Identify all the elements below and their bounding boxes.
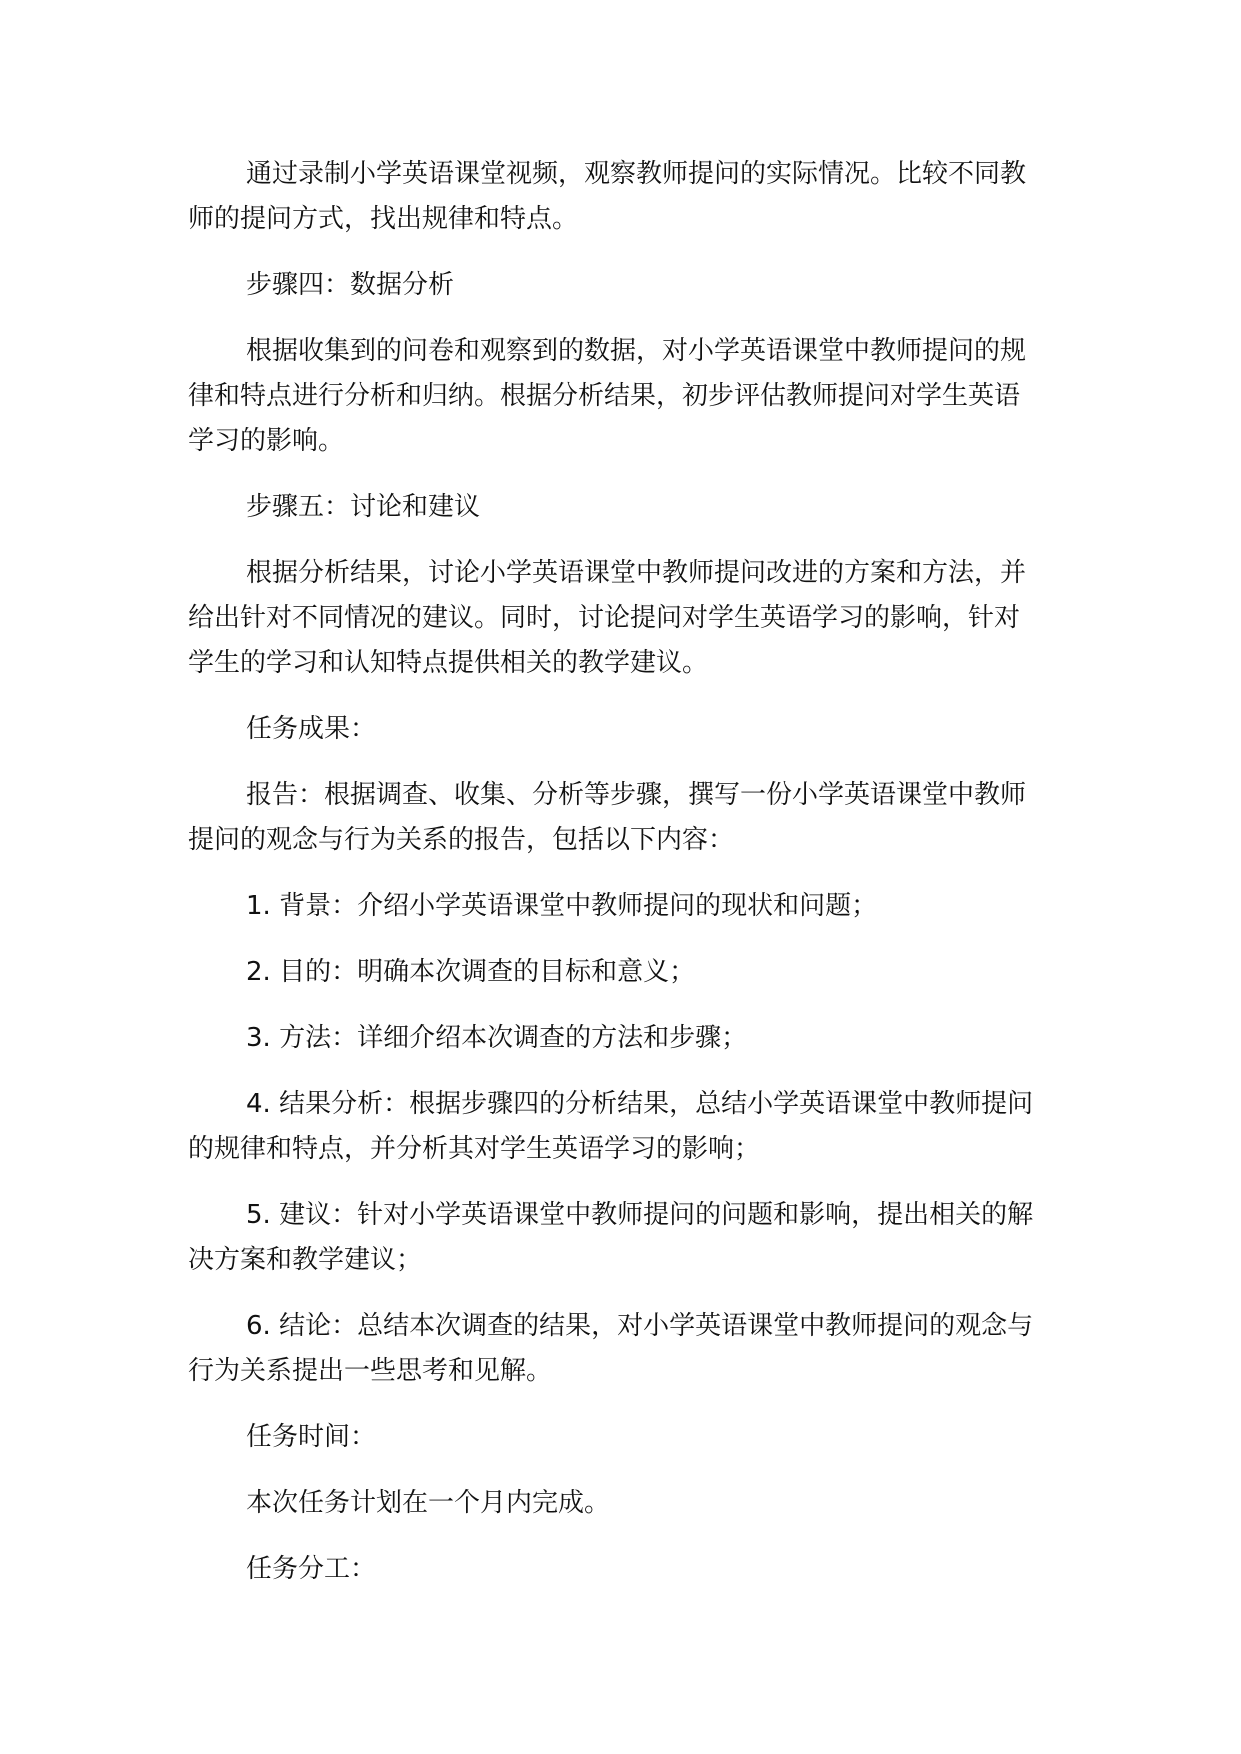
list-item-background: 1. 背景：介绍小学英语课堂中教师提问的现状和问题； xyxy=(246,891,878,921)
heading-task-results: 任务成果： xyxy=(246,714,377,744)
list-item-purpose: 2. 目的：明确本次调查的目标和意义； xyxy=(246,957,696,987)
paragraph-discussion: 根据分析结果，讨论小学英语课堂中教师提问改进的方案和方法，并给出针对不同情况的建议。同时，讨论提问对学生英语学习的影响，针对学生的学习和认知特点提供相关的教学建议。 xyxy=(188,558,1027,678)
paragraph-report: 报告：根据调查、收集、分析等步骤，撰写一份小学英语课堂中教师提问的观念与行为关系的报告，包括以下内容： xyxy=(188,780,1027,855)
heading-step-four: 步骤四：数据分析 xyxy=(246,270,455,300)
paragraph-observation-method: 通过录制小学英语课堂视频，观察教师提问的实际情况。比较不同教师的提问方式，找出规律和特点。 xyxy=(188,159,1027,234)
heading-task-division: 任务分工： xyxy=(246,1554,377,1584)
paragraph-data-analysis: 根据收集到的问卷和观察到的数据，对小学英语课堂中教师提问的规律和特点进行分析和归纳。根据分析结果，初步评估教师提问对学生英语学习的影响。 xyxy=(188,336,1027,456)
list-item-result-analysis: 4. 结果分析：根据步骤四的分析结果，总结小学英语课堂中教师提问的规律和特点，并分析其对学生英语学习的影响； xyxy=(188,1089,1034,1164)
heading-step-five: 步骤五：讨论和建议 xyxy=(246,492,481,522)
list-item-conclusion: 6. 结论：总结本次调查的结果，对小学英语课堂中教师提问的观念与行为关系提出一些思考和见解。 xyxy=(188,1311,1034,1386)
document-body xyxy=(188,152,1043,1613)
heading-task-time: 任务时间： xyxy=(246,1422,377,1452)
paragraph-task-time: 本次任务计划在一个月内完成。 xyxy=(246,1488,611,1518)
list-item-suggestions: 5. 建议：针对小学英语课堂中教师提问的问题和影响，提出相关的解决方案和教学建议； xyxy=(188,1200,1034,1275)
list-item-method: 3. 方法：详细介绍本次调查的方法和步骤； xyxy=(246,1023,748,1053)
